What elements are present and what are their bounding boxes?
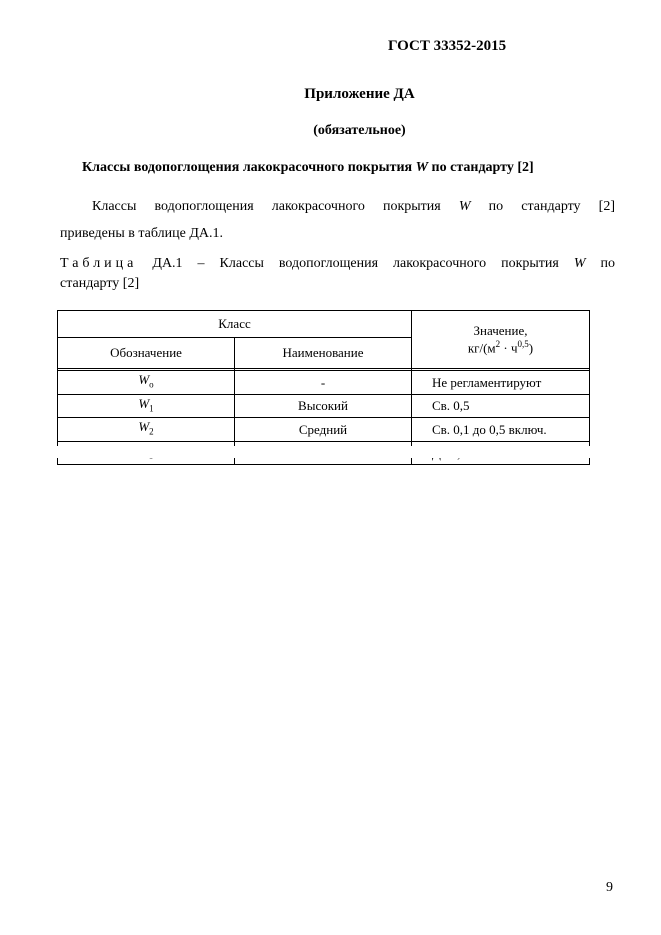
table-cutoff-mask [50,446,610,458]
unit-mid: · ч [500,340,518,356]
value-cell: Св. 0,5 [412,394,590,418]
water-absorption-table [57,310,590,465]
unit-sup-1: 2 [495,338,501,349]
intro-line-1 [60,193,615,220]
table-row [58,418,590,442]
table-header-row-1 [58,311,590,338]
section-heading [82,160,534,176]
name-cell: Высокий [235,394,412,418]
intro-line-1-suffix: по стандарту [2] [488,199,616,214]
header-name: Наименование [235,338,412,369]
appendix-status: (обязательное) [313,123,406,138]
designation-cell [58,418,235,442]
page-number: 9 [606,880,613,895]
name-cell: Средний [235,418,412,442]
intro-paragraph [60,193,615,247]
header-value-title: Значение, [473,322,528,338]
table-caption [60,254,615,294]
caption-text-suffix: по [600,256,616,271]
header-designation: Обозначение [58,338,235,369]
section-heading-variable: W [415,160,429,175]
caption-line-1 [60,254,615,274]
section-heading-prefix: Классы водопоглощения лакокрасочного покрытия [82,160,413,175]
unit-sup-2: 0,5 [517,338,529,349]
intro-variable: W [458,199,471,214]
appendix-title: Приложение ДА [304,86,415,102]
intro-line-2: приведены в таблице ДА.1. [60,226,224,241]
section-heading-suffix: по стандарту [2] [431,160,534,175]
table-row [58,394,590,418]
caption-text-prefix: ДА.1 – Классы водопоглощения лакокрасочного покрытия [152,256,559,271]
designation-sub: 1 [149,403,154,414]
value-cell: Св. 0,1 до 0,5 включ. [412,418,590,442]
designation-sub: o [149,379,154,390]
unit-suffix: ) [528,340,534,356]
header-value-unit [416,339,585,356]
caption-spaced-word: Таблица [60,256,138,271]
designation-sub: 2 [149,426,154,437]
designation-base: W [138,419,150,435]
designation-base: W [138,395,150,411]
designation-base: W [138,372,150,387]
name-cell: - [235,371,412,395]
value-cell: Не регламентируют [412,371,590,395]
intro-line-1-prefix: Классы водопоглощения лакокрасочного покрытия [92,199,441,214]
caption-line-2: стандарту [2] [60,276,140,291]
header-value [412,311,590,369]
unit-prefix: кг/(м [467,340,496,356]
designation-cell [58,371,235,395]
table-row [58,371,590,395]
document-code: ГОСТ 33352-2015 [388,38,507,54]
designation-cell [58,394,235,418]
header-class-group: Класс [58,311,412,338]
caption-variable: W [573,256,586,271]
